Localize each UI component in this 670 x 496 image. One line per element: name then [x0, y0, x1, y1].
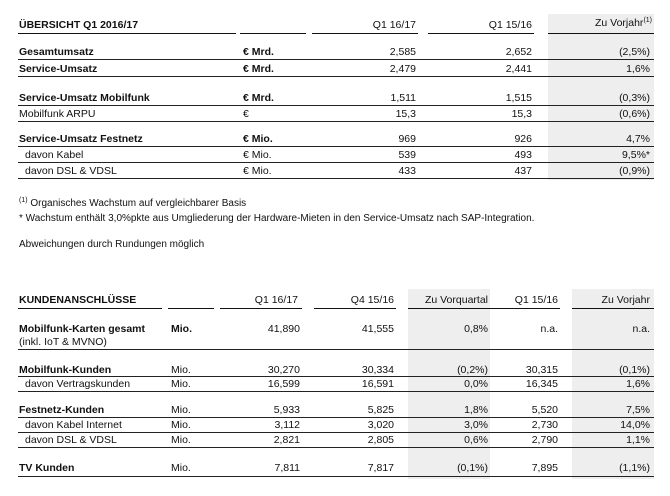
overview-row-value: 969 — [398, 133, 416, 145]
customers-row-unit: Mio. — [171, 323, 192, 335]
overview-row-change: (0,3%) — [619, 92, 650, 104]
customers-row-value: 16,591 — [361, 378, 394, 390]
overview-row-label: Service-Umsatz Mobilfunk — [19, 92, 150, 104]
customers-row-change: n.a. — [632, 323, 650, 335]
overview-col-yoy-footnote: (1) — [643, 17, 652, 24]
customers-row-value: 2,730 — [531, 419, 558, 431]
customers-row-value: 7,817 — [367, 462, 394, 474]
customers-row-change: 0,0% — [464, 378, 488, 390]
customers-row-value: 3,020 — [367, 419, 394, 431]
customers-row-value: 2,805 — [367, 434, 394, 446]
customers-row-change: (0,1%) — [619, 364, 650, 376]
overview-row-change: 9,5%* — [621, 149, 650, 161]
overview-row-unit: € — [243, 108, 249, 120]
overview-row-change: (0,9%) — [619, 165, 650, 177]
customers-row-unit: Mio. — [171, 434, 191, 446]
customers-row-label: TV Kunden — [19, 462, 75, 474]
overview-row-value: 493 — [514, 149, 532, 161]
customers-row-value: 16,345 — [525, 378, 558, 390]
customers-row-change: 7,5% — [626, 404, 650, 416]
footnote-rounding: Abweichungen durch Rundungen möglich — [19, 239, 205, 250]
overview-row-change: 4,7% — [626, 133, 650, 145]
customers-row-change: 3,0% — [464, 419, 488, 431]
customers-row-unit: Mio. — [171, 462, 191, 474]
overview-row-change: (0,6%) — [619, 108, 650, 120]
customers-row-value: 30,334 — [361, 364, 394, 376]
customers-row-value: 5,825 — [367, 404, 394, 416]
overview-row-value: 2,585 — [389, 46, 416, 58]
overview-row-value: 2,441 — [505, 63, 532, 75]
overview-row-label: Mobilfunk ARPU — [19, 108, 96, 120]
overview-row-value: 1,515 — [505, 92, 532, 104]
overview-row-value: 2,479 — [389, 63, 416, 75]
customers-row-label: Mobilfunk-Kunden — [19, 364, 112, 376]
overview-row-value: 1,511 — [390, 92, 416, 104]
customers-row-value: 7,811 — [274, 462, 300, 474]
overview-col-q1-1617: Q1 16/17 — [372, 19, 416, 31]
overview-row-label: davon Kabel — [25, 149, 84, 161]
customers-row-change: 0,8% — [464, 323, 488, 335]
customers-row-change: 14,0% — [620, 419, 650, 431]
customers-row-change: (1,1%) — [619, 462, 650, 474]
overview-row-change: (2,5%) — [619, 46, 650, 58]
overview-row-value: 539 — [398, 149, 416, 161]
overview-row-value: 2,652 — [505, 46, 532, 58]
overview-row-value: 437 — [514, 165, 532, 177]
overview-row-value: 15,3 — [395, 108, 416, 120]
overview-col-q1-1516: Q1 15/16 — [488, 19, 532, 31]
customers-title: KUNDENANSCHLÜSSE — [19, 294, 137, 306]
customers-col-qoq: Zu Vorquartal — [424, 294, 488, 306]
customers-row-value: 41,555 — [361, 323, 394, 335]
footnote-1-mark: (1) — [19, 197, 28, 204]
customers-row-value: 7,895 — [531, 462, 558, 474]
customers-row-value: 41,890 — [267, 323, 300, 335]
customers-row-label: Festnetz-Kunden — [19, 404, 105, 416]
overview-row-change: 1,6% — [626, 63, 650, 75]
customers-row-unit: Mio. — [171, 378, 191, 390]
footnote-1-text: Organisches Wachstum auf vergleichbarer Basis — [30, 198, 247, 209]
customers-row-unit: Mio. — [171, 364, 191, 376]
customers-row-label: Mobilfunk-Karten gesamt — [19, 323, 146, 335]
customers-row-value: 5,520 — [531, 404, 558, 416]
customers-col-yoy: Zu Vorjahr — [601, 294, 650, 306]
customers-row-value: 30,270 — [267, 364, 300, 376]
customers-row-value: 16,599 — [267, 378, 300, 390]
overview-row-unit: € Mio. — [243, 149, 272, 161]
customers-col-q4-1516: Q4 15/16 — [350, 294, 394, 306]
footnote-2: * Wachstum enthält 3,0%pkte aus Umgliederung der Hardware-Mieten in den Service-Umsatz nach SAP-Integration. — [19, 213, 535, 224]
customers-row-change: 1,8% — [464, 404, 488, 416]
customers-row-value: n.a. — [540, 323, 558, 335]
customers-row-change: 1,6% — [626, 378, 650, 390]
overview-row-unit: € Mio. — [243, 133, 273, 145]
overview-row-label: Gesamtumsatz — [19, 46, 94, 58]
customers-row-label: davon Vertragskunden — [25, 378, 131, 390]
customers-row-label: davon Kabel Internet — [25, 419, 122, 431]
overview-row-label: Service-Umsatz — [19, 63, 98, 75]
customers-row-value: 2,790 — [531, 434, 558, 446]
overview-row-unit: € Mrd. — [243, 92, 274, 104]
customers-col-q1-1617: Q1 16/17 — [254, 294, 298, 306]
overview-row-value: 433 — [398, 165, 416, 177]
overview-row-label: davon DSL & VDSL — [25, 165, 117, 177]
overview-row-unit: € Mrd. — [243, 46, 274, 58]
overview-row-value: 926 — [514, 133, 532, 145]
customers-row-value: 3,112 — [274, 419, 300, 431]
customers-row-change: 1,1% — [626, 434, 650, 446]
customers-row-value: 2,821 — [273, 434, 300, 446]
customers-row-unit: Mio. — [171, 404, 191, 416]
customers-row-change: (0,1%) — [457, 462, 488, 474]
customers-row-value: 30,315 — [525, 364, 558, 376]
customers-row-label: davon DSL & VDSL — [25, 434, 117, 446]
overview-row-value: 15,3 — [511, 108, 532, 120]
customers-row-change: (0,2%) — [457, 364, 488, 376]
footnote-1 — [19, 198, 246, 210]
customers-col-q1-1516: Q1 15/16 — [514, 294, 558, 306]
overview-row-unit: € Mrd. — [243, 63, 274, 75]
overview-title: ÜBERSICHT Q1 2016/17 — [19, 19, 139, 31]
overview-col-yoy — [548, 17, 652, 29]
overview-row-unit: € Mio. — [243, 165, 272, 177]
overview-col-yoy-label: Zu Vorjahr — [594, 17, 644, 29]
customers-row-sublabel: (inkl. IoT & MVNO) — [19, 336, 107, 348]
customers-row-unit: Mio. — [171, 419, 191, 431]
customers-row-change: 0,6% — [464, 434, 488, 446]
overview-row-label: Service-Umsatz Festnetz — [19, 133, 143, 145]
customers-row-value: 5,933 — [273, 404, 300, 416]
